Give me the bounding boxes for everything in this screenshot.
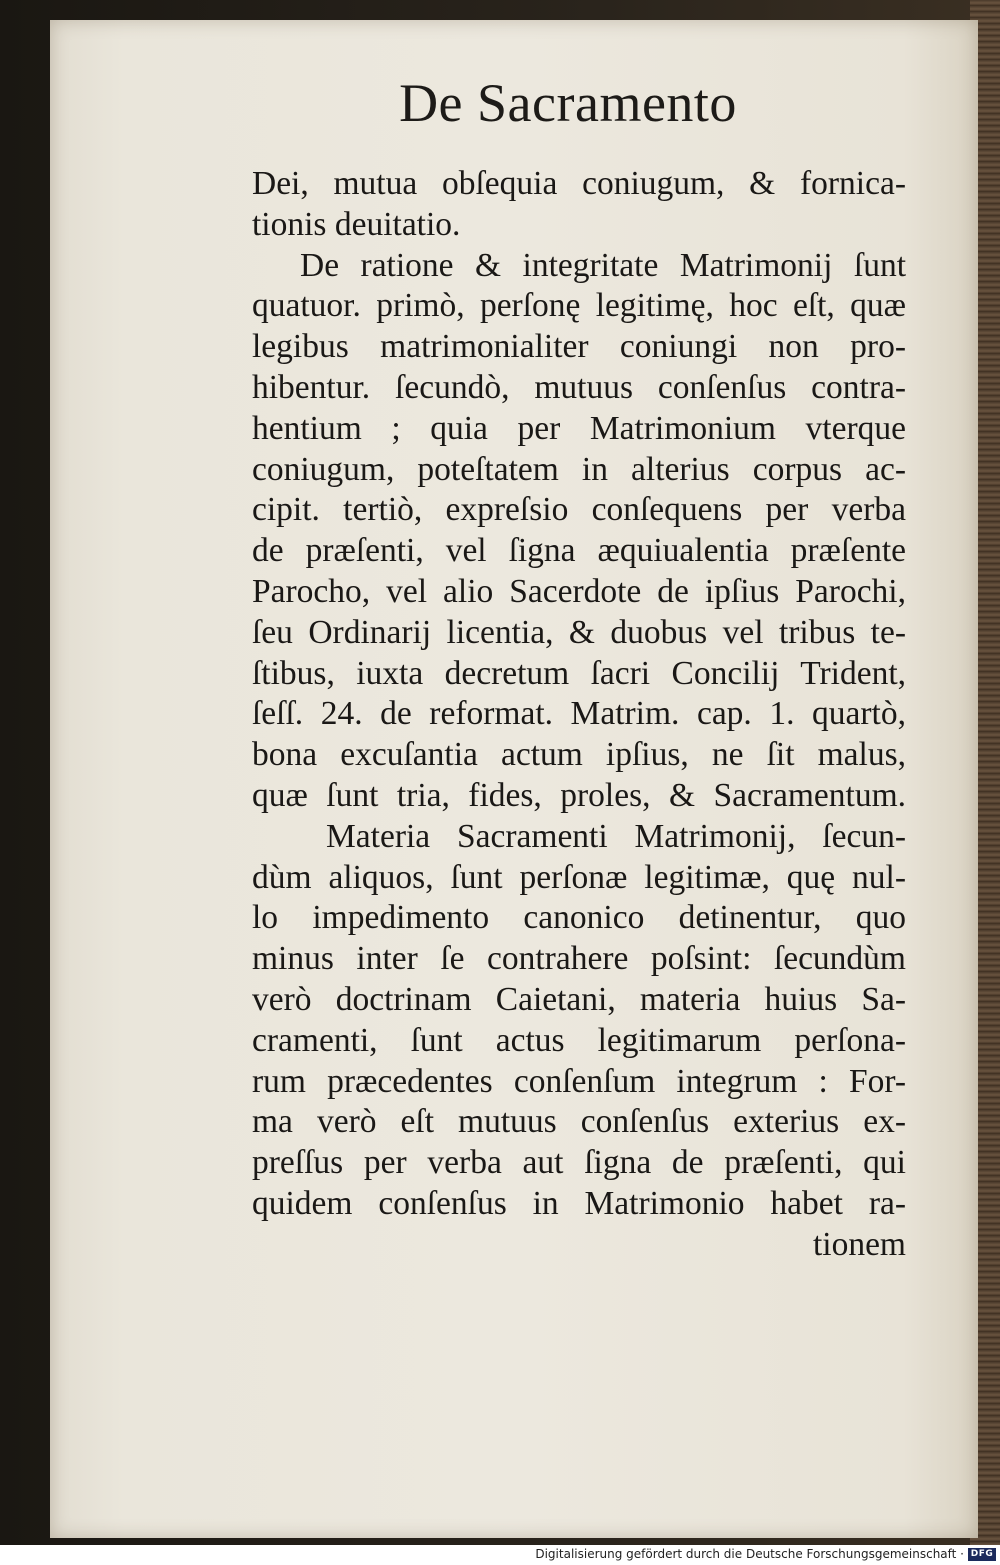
text-line: quatuor. primò, perſonę legitimę, hoc eſt, quæ <box>252 287 906 325</box>
text-line: cipit. tertiò, expreſsio conſequens per verba <box>252 491 906 529</box>
text-line: dùm aliquos, ſunt perſonæ legitimæ, quę nul- <box>252 858 906 896</box>
text-line: quæ ſunt tria, fides, proles, & Sacramentum. <box>252 776 906 814</box>
text-line: preſſus per verba aut ſigna de præſenti, qui <box>252 1144 906 1182</box>
text-line: Materia Sacramenti Matrimonij, ſecun- <box>326 817 906 855</box>
page-headline: De Sacramento <box>399 73 737 133</box>
text-line: legibus matrimonialiter coniungi non pro- <box>252 328 906 366</box>
text-line: hibentur. ſecundò, mutuus conſenſus contra- <box>252 368 906 406</box>
text-line: coniugum, poteſtatem in alterius corpus ac- <box>252 450 906 488</box>
text-line: ſtibus, iuxta decretum ſacri Concilij Trident, <box>252 654 906 692</box>
dfg-logo: DFG <box>968 1548 996 1561</box>
text-line: rum præcedentes conſenſum integrum : For- <box>252 1062 906 1100</box>
text-line: ſeu Ordinarij licentia, & duobus vel tribus te- <box>252 613 906 651</box>
text-line: Dei, mutua obſequia coniugum, & fornica- <box>252 165 906 202</box>
footer-bar <box>0 1545 1000 1565</box>
text-line: de præſenti, vel ſigna æquiualentia præſente <box>252 532 906 570</box>
text-line: bona excuſantia actum ipſius, ne ſit malus, <box>252 736 906 774</box>
text-line: Parocho, vel alio Sacerdote de ipſius Parochi, <box>252 572 906 610</box>
text-line: tionis deuitatio. <box>252 205 461 243</box>
footer-credit: Digitalisierung gefördert durch die Deutsche Forschungsgemeinschaft · <box>535 1547 964 1561</box>
catchword: tionem <box>812 1225 906 1263</box>
text-line: lo impedimento canonico detinentur, quo <box>252 899 906 937</box>
text-line: minus inter ſe contrahere poſsint: ſecundùm <box>252 940 906 978</box>
text-line: hentium ; quia per Matrimonium vterque <box>252 409 906 447</box>
text-line: ma verò eſt mutuus conſenſus exterius ex- <box>252 1103 906 1141</box>
text-line: ſeſſ. 24. de reformat. Matrim. cap. 1. quartò, <box>252 695 906 733</box>
text-line: cramenti, ſunt actus legitimarum perſona- <box>252 1021 906 1059</box>
text-line: verò doctrinam Caietani, materia huius Sa- <box>252 980 906 1018</box>
body-text <box>252 164 906 1266</box>
text-line: quidem conſenſus in Matrimonio habet ra- <box>252 1184 906 1222</box>
text-line: De ratione & integritate Matrimonij ſunt <box>300 246 906 284</box>
